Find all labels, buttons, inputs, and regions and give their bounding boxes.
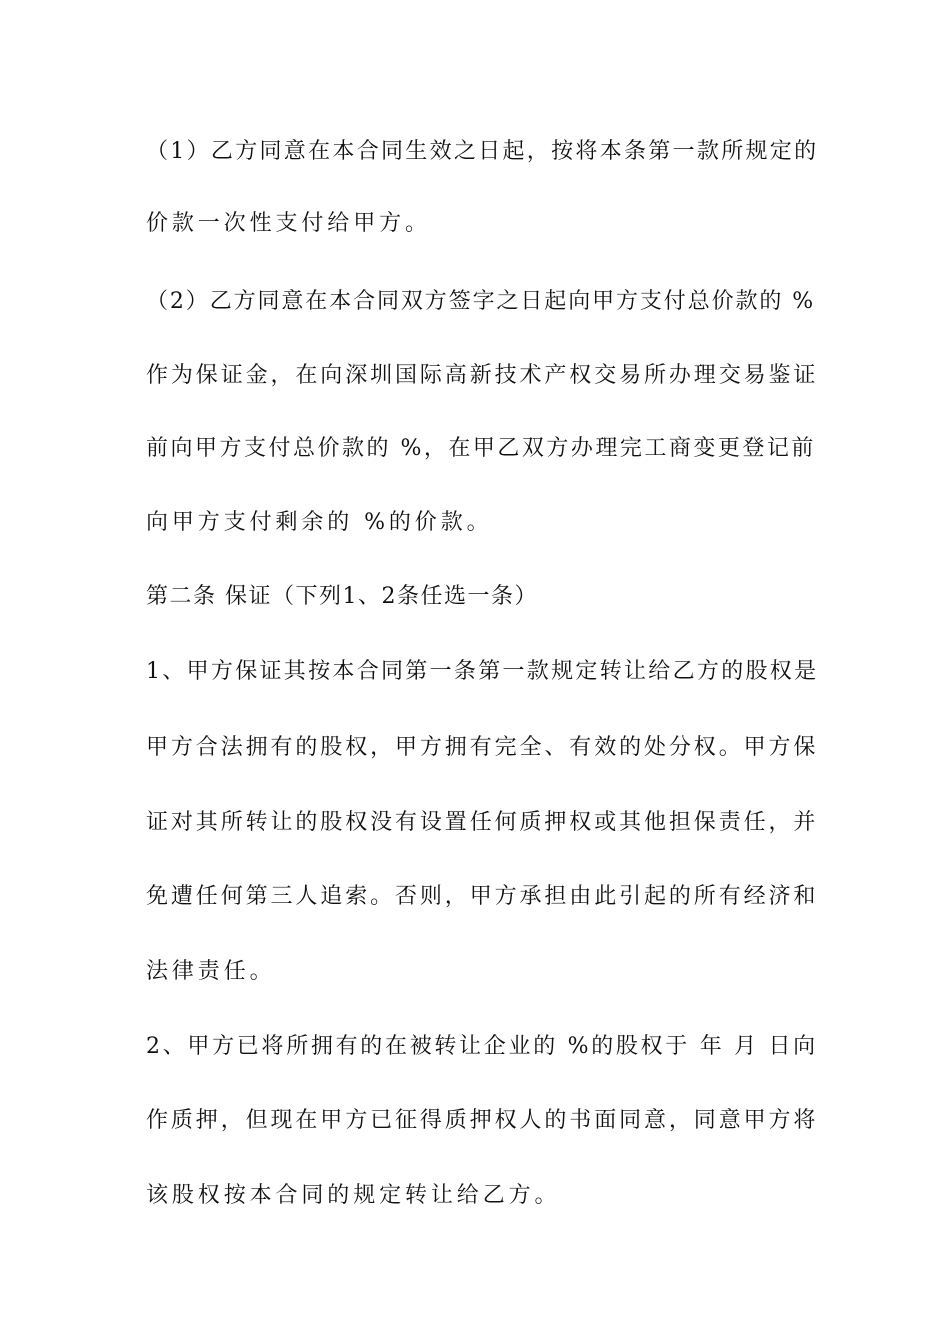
paragraph-line: （1）乙方同意在本合同生效之日起，按将本条第一款所规定的 <box>146 139 819 164</box>
paragraph-line: 免遭任何第三人追索。否则，甲方承担由此引起的所有经济和 <box>146 884 819 909</box>
paragraph-line: 证对其所转让的股权没有设置任何质押权或其他担保责任，并 <box>146 810 819 835</box>
paragraph-line: 价款一次性支付给甲方。 <box>146 211 431 236</box>
section-heading: 第二条 保证（下列1、2条任选一条） <box>146 584 538 609</box>
paragraph-line: 向甲方支付剩余的 %的价款。 <box>146 510 493 535</box>
paragraph-line: 1、甲方保证其按本合同第一条第一款规定转让给乙方的股权是 <box>146 659 819 684</box>
paragraph-line: 作质押，但现在甲方已征得质押权人的书面同意，同意甲方将 <box>146 1108 819 1133</box>
paragraph-line: 甲方合法拥有的股权，甲方拥有完全、有效的处分权。甲方保 <box>146 735 819 760</box>
paragraph-line: 该股权按本合同的规定转让给乙方。 <box>146 1183 561 1208</box>
paragraph-line: 作为保证金，在向深圳国际高新技术产权交易所办理交易鉴证 <box>146 363 819 388</box>
paragraph-line: 2、甲方已将所拥有的在被转让企业的 %的股权于 年 月 日向 <box>146 1034 818 1059</box>
paragraph-line: 法律责任。 <box>146 959 276 984</box>
paragraph-line: （2）乙方同意在本合同双方签字之日起向甲方支付总价款的 % <box>146 289 815 314</box>
paragraph-line: 前向甲方支付总价款的 %，在甲乙双方办理完工商变更登记前 <box>146 436 816 461</box>
